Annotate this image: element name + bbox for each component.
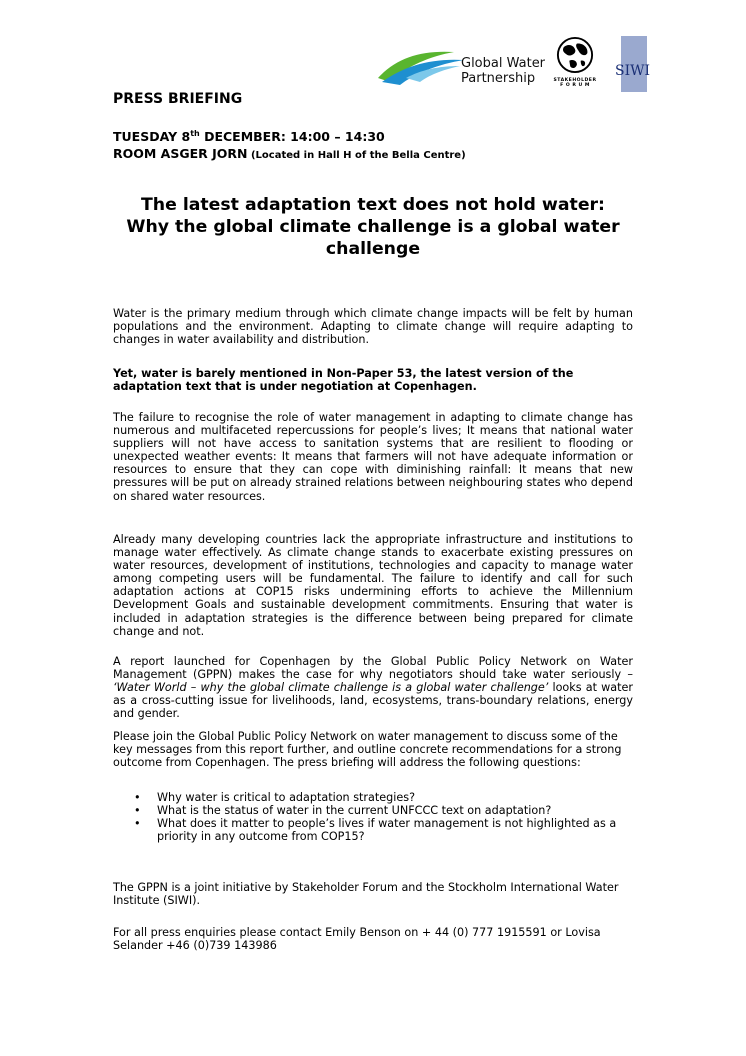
question-list bbox=[113, 791, 633, 843]
stakeholder-forum-logo bbox=[552, 36, 598, 92]
bullet-icon: • bbox=[134, 804, 141, 818]
paragraph-repercussions: The failure to recognise the role of water management in adapting to climate change has numerous and multifaceted repercussions for people’s lives; It means that national water suppliers will not have access to sanitation systems that are resilient to flooding or unexpected weather events: It means that farmers will not have adequate information or resources to ensure that they can cope with diminishing rainfall: It means that new pressures will be put on already strained relations between neighbouring states who depend on shared water resources. bbox=[113, 411, 633, 503]
partner-logos bbox=[376, 36, 676, 96]
siwi-wordmark: SIWI bbox=[615, 63, 651, 79]
gwp-swoosh-icon bbox=[376, 48, 466, 86]
gwp-line2: Partnership bbox=[461, 71, 536, 86]
paragraph-developing-countries: Already many developing countries lack the appropriate infrastructure and institutions to manage water effectively. As climate change stands to exacerbate existing pressures on water resources, development of institutions, technologies and capacity to manage water among competing users will be fundamental. The failure to identify and call for such adaptation actions at COP15 risks undermining efforts to achieve the Millennium Development Goals and sustainable development commitments. Ensuring that water is included in adaptation strategies is the difference between being prepared for climate change and not. bbox=[113, 533, 633, 638]
list-item bbox=[113, 804, 633, 817]
report-text-after: looks at water as a cross-cutting issue for livelihoods, land, ecosystems, trans-boundary relations, energy and gender. bbox=[113, 681, 633, 721]
event-date bbox=[113, 128, 633, 145]
event-room bbox=[113, 145, 633, 164]
date-suffix-sup: th bbox=[190, 128, 200, 138]
global-water-partnership-logo bbox=[376, 44, 546, 90]
stakeholder-forum-label: STAKEHOLDER F O R U M bbox=[553, 78, 597, 88]
globe-icon bbox=[556, 36, 594, 74]
bullet-icon: • bbox=[134, 817, 141, 831]
paragraph-gppn-initiative: The GPPN is a joint initiative by Stakeholder Forum and the Stockholm International Water Institute (SIWI). bbox=[113, 881, 619, 908]
page-title bbox=[113, 194, 633, 260]
date-prefix: TUESDAY 8 bbox=[113, 129, 191, 144]
event-details bbox=[113, 128, 633, 164]
siwi-logo bbox=[615, 36, 651, 92]
question-text: Why water is critical to adaptation strategies? bbox=[157, 791, 416, 804]
paragraph-intro: Water is the primary medium through which climate change impacts will be felt by human populations and the environment. Adapting to climate change will require adapting to changes in water availability and distribution. bbox=[113, 307, 633, 347]
gwp-line1: Global Water bbox=[461, 56, 546, 71]
paragraph-report bbox=[113, 655, 633, 720]
room-name: ROOM ASGER JORN bbox=[113, 146, 248, 161]
question-text: What is the status of water in the current UNFCCC text on adaptation? bbox=[157, 804, 552, 818]
title-line-2: Why the global climate challenge is a global water bbox=[126, 217, 620, 237]
question-text: What does it matter to people’s lives if water management is not highlighted as a priority in any outcome from COP15? bbox=[157, 817, 617, 844]
date-time: DECEMBER: 14:00 – 14:30 bbox=[199, 129, 385, 144]
report-title: ‘Water World – why the global climate challenge is a global water challenge’ bbox=[113, 681, 549, 695]
title-line-3: challenge bbox=[325, 239, 421, 259]
gwp-wordmark bbox=[461, 56, 545, 86]
list-item bbox=[113, 791, 633, 804]
list-item bbox=[113, 817, 633, 843]
bullet-icon: • bbox=[134, 791, 141, 804]
paragraph-invitation: Please join the Global Public Policy Network on water management to discuss some of the key messages from this report further, and outline concrete recommendations for a strong outcome from Copenhagen. The press briefing will address the following questions: bbox=[113, 730, 622, 770]
paragraph-key-message: Yet, water is barely mentioned in Non-Paper 53, the latest version of the adaptation text that is under negotiation at Copenhagen. bbox=[113, 367, 574, 394]
press-briefing-label: PRESS BRIEFING bbox=[113, 91, 243, 107]
room-location-note: (Located in Hall H of the Bella Centre) bbox=[247, 150, 466, 161]
title-line-1: The latest adaptation text does not hold water: bbox=[141, 195, 605, 215]
report-text-before: A report launched for Copenhagen by the Global Public Policy Network on Water Management (GPPN) makes the case for why negotiators should take water seriously – bbox=[113, 655, 633, 682]
paragraph-contact: For all press enquiries please contact Emily Benson on + 44 (0) 777 1915591 or Lovisa Selander +46 (0)739 143986 bbox=[113, 926, 601, 953]
